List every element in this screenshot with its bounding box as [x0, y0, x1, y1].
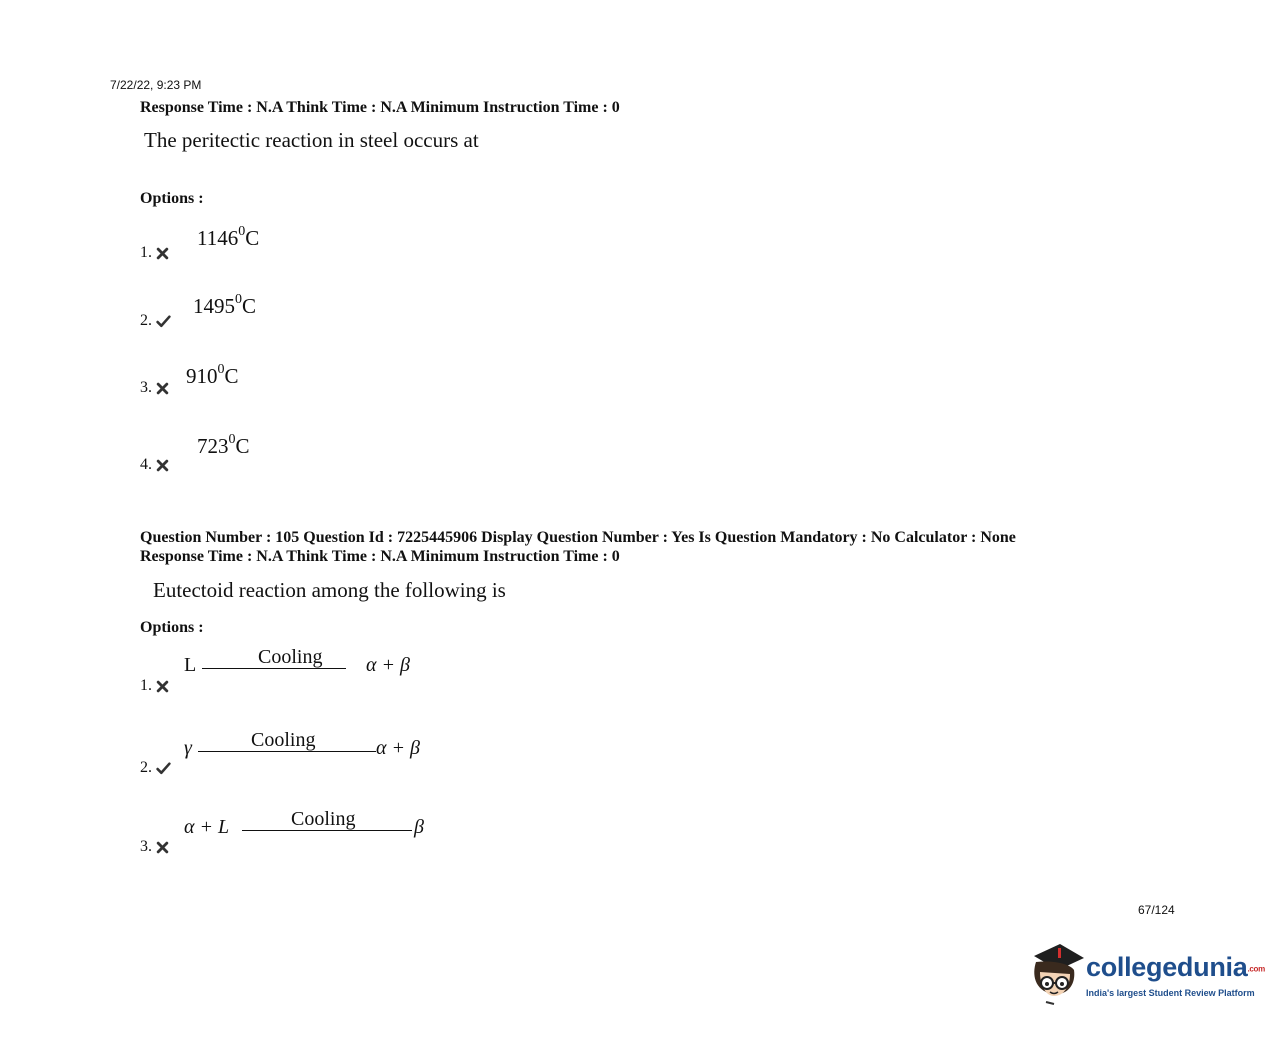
cross-icon	[156, 841, 169, 854]
brand-name: collegedunia.com	[1086, 952, 1265, 982]
option-number: 3.	[140, 379, 152, 396]
q105-option-3-equation	[184, 808, 444, 842]
condition: Cooling	[251, 729, 316, 751]
option-number: 4.	[140, 456, 152, 473]
check-icon	[156, 315, 171, 328]
reactant: L	[184, 654, 197, 676]
q104-option-1	[140, 244, 169, 262]
brand-tagline: India's largest Student Review Platform	[1086, 988, 1255, 998]
reactant: γ	[184, 737, 192, 759]
q104-option-3	[140, 379, 169, 397]
option-number: 3.	[140, 838, 152, 855]
q105-option-1	[140, 677, 169, 695]
reaction-arrow-line	[202, 668, 346, 669]
q105-options-label: Options :	[140, 619, 204, 636]
q104-meta: Response Time : N.A Think Time : N.A Minimum Instruction Time : 0	[140, 99, 620, 116]
q105-option-2	[140, 759, 171, 777]
reaction-arrow-line	[242, 830, 412, 831]
q105-option-1-equation	[184, 646, 434, 680]
q104-option-2	[140, 312, 171, 330]
product: α + β	[376, 737, 420, 759]
q104-question: The peritectic reaction in steel occurs at	[144, 128, 479, 152]
page-number: 67/124	[1138, 903, 1175, 917]
condition: Cooling	[258, 646, 323, 668]
collegedunia-logo	[1024, 940, 1265, 1010]
mascot-icon	[1024, 940, 1084, 1006]
product: β	[414, 816, 424, 838]
cross-icon	[156, 247, 169, 260]
cross-icon	[156, 680, 169, 693]
option-number: 2.	[140, 759, 152, 776]
q105-meta-line2: Response Time : N.A Think Time : N.A Minimum Instruction Time : 0	[140, 548, 620, 565]
option-number: 1.	[140, 244, 152, 261]
q104-option-1-value: 1146$^0$C	[197, 224, 260, 250]
reactant: α + L	[184, 816, 230, 838]
check-icon	[156, 762, 171, 775]
q105-meta-line1: Question Number : 105 Question Id : 7225445906 Display Question Number : Yes Is Question Mandatory : No Calculator : None	[140, 529, 1016, 546]
cross-icon	[156, 459, 169, 472]
q104-option-4	[140, 456, 169, 474]
condition: Cooling	[291, 808, 356, 830]
product: α + β	[366, 654, 410, 676]
q104-options-label: Options :	[140, 190, 204, 207]
q104-option-4-value: $723^0C$	[197, 432, 250, 458]
option-number: 1.	[140, 677, 152, 694]
cross-icon	[156, 382, 169, 395]
reaction-arrow-line	[198, 751, 376, 752]
q105-option-3	[140, 838, 169, 856]
q104-option-2-value: 1495$^0$C	[193, 292, 257, 318]
option-number: 2.	[140, 312, 152, 329]
print-timestamp: 7/22/22, 9:23 PM	[110, 78, 202, 92]
q104-option-3-value: $910^0C$	[186, 362, 239, 388]
q105-question: Eutectoid reaction among the following is	[153, 578, 506, 602]
q105-option-2-equation	[184, 729, 444, 763]
